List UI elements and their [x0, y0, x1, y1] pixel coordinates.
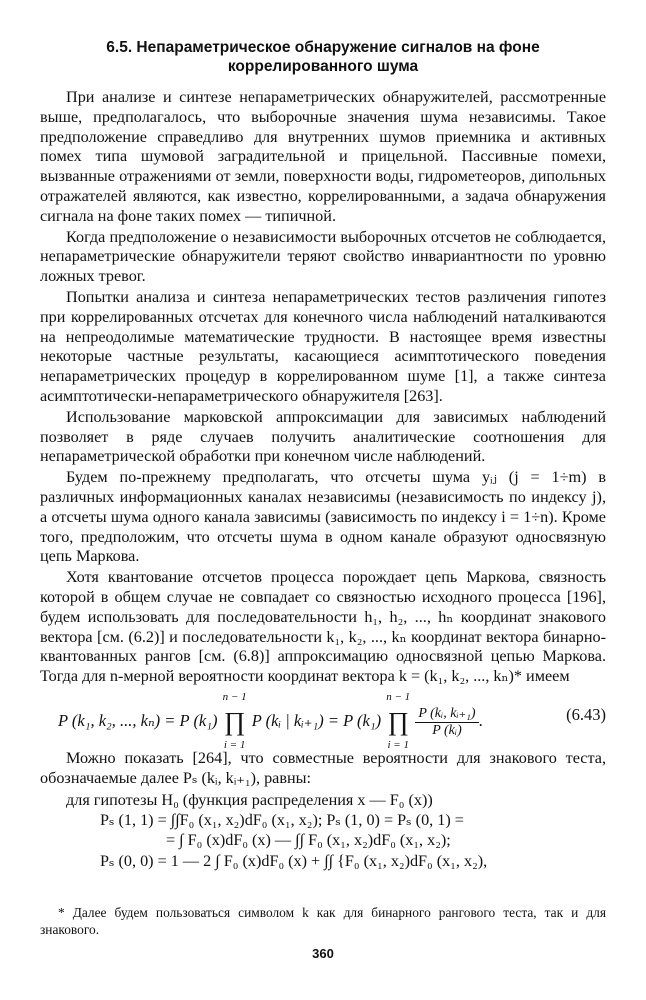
fraction-numerator: P (kᵢ, kᵢ₊₁): [415, 705, 478, 723]
paragraph: Хотя квантование отсчетов процесса порождает цепь Маркова, связность которой в общем случае не совпадает со связностью исходного процесса [196], будем использовать для последовательности h₁, h₂, ..., hₙ координат знакового вектора [см. (6.2)] и последовательности k₁, k₂, ..., kₙ координат вектора бинарно-квантованных рангов [см. (6.8)] аппроксимацию односвязной цепью Маркова. Тогда для n-мерной вероятности координат вектора k = (k₁, k₂, ..., kₙ)* имеем: [40, 568, 606, 686]
hypothesis-line: для гипотезы H₀ (функция распределения x — F₀ (x)): [66, 790, 433, 809]
product-lower-limit: i = 1: [387, 738, 409, 751]
footnote: * Далее будем пользоваться символом k как для бинарного рангового теста, так и для знакового.: [40, 905, 606, 937]
body-text: [40, 88, 606, 871]
fraction: [415, 705, 478, 739]
paragraph: При анализе и синтезе непараметрических обнаружителей, рассмотренные выше, предполагалось, что выборочные значения шума независимы. Такое предположение справедливо для внутренних шумов приемника и активных помех типа шумовой заградительной и прицельной. Пассивные помехи, вызванные отражениями от земли, поверхности воды, гидрометеоров, дипольных отражателей являются, как известно, коррелированными, а задача обнаружения сигнала на фоне таких помех — типичной.: [40, 88, 606, 225]
product-upper-limit: n − 1: [386, 690, 411, 703]
paragraph: Можно показать [264], что совместные вероятности для знакового теста, обозначаемые далее Pₛ (kᵢ, kᵢ₊₁), равны:: [40, 748, 606, 787]
section-title-line-2: коррелированного шума: [227, 58, 419, 75]
paragraph: Когда предположение о независимости выборочных отсчетов не соблюдается, непараметрические обнаружители теряют свойство инвариантности по уровню ложных тревог.: [40, 227, 606, 286]
equation-number: (6.43): [566, 704, 606, 724]
page-number: 360: [312, 946, 334, 961]
product-symbol: ∏ n − 1 i = 1: [222, 690, 247, 751]
paragraph: Использование марковской аппроксимации для зависимых наблюдений позволяет в ряде случаев получить аналитические соотношения для непараметрической обработки при конечном числе наблюдений.: [40, 407, 606, 466]
formula-line: Pₛ (0, 0) = 1 — 2 ∫ F₀ (x)dF₀ (x) + ∫∫ {F₀ (x₁, x₂)dF₀ (x₁, x₂),: [100, 851, 488, 870]
paragraph: Попытки анализа и синтеза непараметрических тестов различения гипотез при коррелированных отсчетах для конечного числа наблюдений наталкиваются на непреодолимые математические трудности. В настоящее время известны некоторые частные результаты, касающиеся асимптотического поведения непараметрических процедур в коррелированном шуме [1], а также синтеза асимптотически-непараметрического обнаружителя [263].: [40, 287, 606, 405]
section-title-line-1: 6.5. Непараметрическое обнаружение сигналов на фоне: [106, 39, 540, 56]
section-title: [40, 38, 606, 76]
formula-line: Pₛ (1, 1) = ∫∫F₀ (x₁, x₂)dF₀ (x₁, x₂); Pₛ (1, 0) = Pₛ (0, 1) =: [100, 810, 464, 829]
equation-middle: P (kᵢ | kᵢ₊₁) = P (k₁): [251, 710, 382, 730]
fraction-denominator: P (kᵢ): [432, 722, 462, 738]
product-lower-limit: i = 1: [223, 738, 246, 751]
equation-6-43: [40, 687, 606, 749]
product-upper-limit: n − 1: [222, 690, 247, 703]
paragraph: Будем по-прежнему предполагать, что отсчеты шума yᵢⱼ (j = 1÷m) в различных информационных каналах независимы (независимость по индексу j), а отсчеты шума одного канала зависимы (зависимость по индексу i = 1÷n). Кроме того, предположим, что отсчеты шума в одном канале образуют односвязную цепь Маркова.: [40, 468, 606, 566]
equation-lhs: P (k₁, k₂, ..., kₙ) = P (k₁): [58, 710, 218, 730]
equation-body: P (k₁, k₂, ..., kₙ) = P (k₁) ∏ n − 1 i = 1 P (kᵢ | kᵢ₊₁) = P (k₁) ∏ n − 1 i = 1 $\frac{\text{P (kᵢ, kᵢ₊₁)}}{\text{P (kᵢ)}}$ .: [58, 690, 483, 751]
product-symbol: ∏ n − 1 i = 1: [386, 690, 411, 751]
formula-line: = ∫ F₀ (x)dF₀ (x) — ∫∫ F₀ (x₁, x₂)dF₀ (x₁, x₂);: [166, 831, 451, 849]
